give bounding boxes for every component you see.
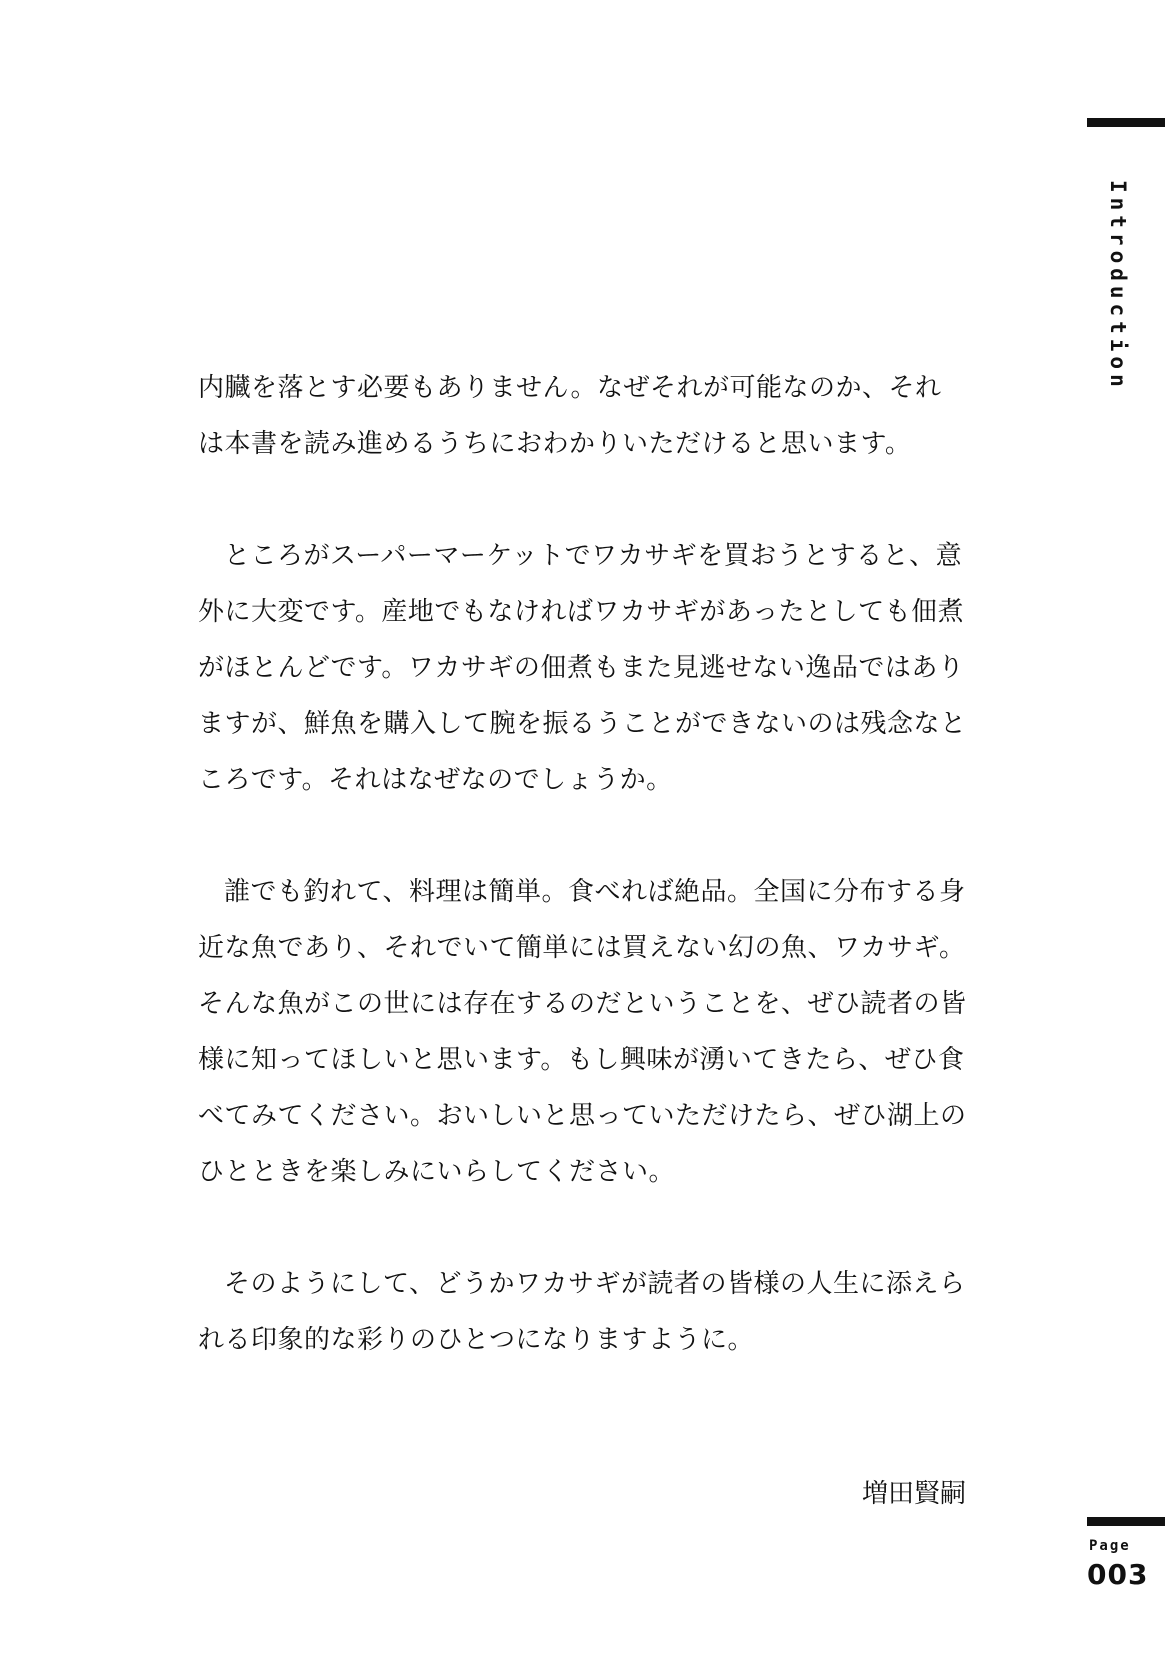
section-label: Introduction bbox=[1106, 180, 1130, 392]
main-text bbox=[198, 360, 968, 1368]
section-marker-bar bbox=[1087, 118, 1165, 127]
paragraph-4: そのようにして、どうかワカサギが読者の皆様の人生に添えられる印象的な彩りのひとつになりますように。 bbox=[198, 1269, 966, 1355]
page-label: Page bbox=[1089, 1538, 1131, 1554]
author-name: 増田賢嗣 bbox=[861, 1479, 966, 1509]
paragraph-3: 誰でも釣れて、料理は簡単。食べれば絶品。全国に分布する身近な魚であり、それでいて簡単には買えない幻の魚、ワカサギ。そんな魚がこの世には存在するのだということを、ぜひ読者の皆様に知ってほしいと思います。もし興味が湧いてきたら、ぜひ食べてみてください。おいしいと思っていただけたら、ぜひ湖上のひとときを楽しみにいらしてください。 bbox=[198, 877, 967, 1187]
paragraph-1: 内臓を落とす必要もありません。なぜそれが可能なのか、それは本書を読み進めるうちにおわかりいただけると思います。 bbox=[198, 373, 942, 459]
page-number: 003 bbox=[1087, 1558, 1149, 1591]
page-marker-bar bbox=[1087, 1517, 1165, 1526]
paragraph-2: ところがスーパーマーケットでワカサギを買おうとすると、意外に大変です。産地でもなければワカサギがあったとしても佃煮がほとんどです。ワカサギの佃煮もまた見逃せない逸品ではありますが、鮮魚を購入して腕を振るうことができないのは残念なところです。それはなぜなのでしょうか。 bbox=[198, 541, 967, 795]
